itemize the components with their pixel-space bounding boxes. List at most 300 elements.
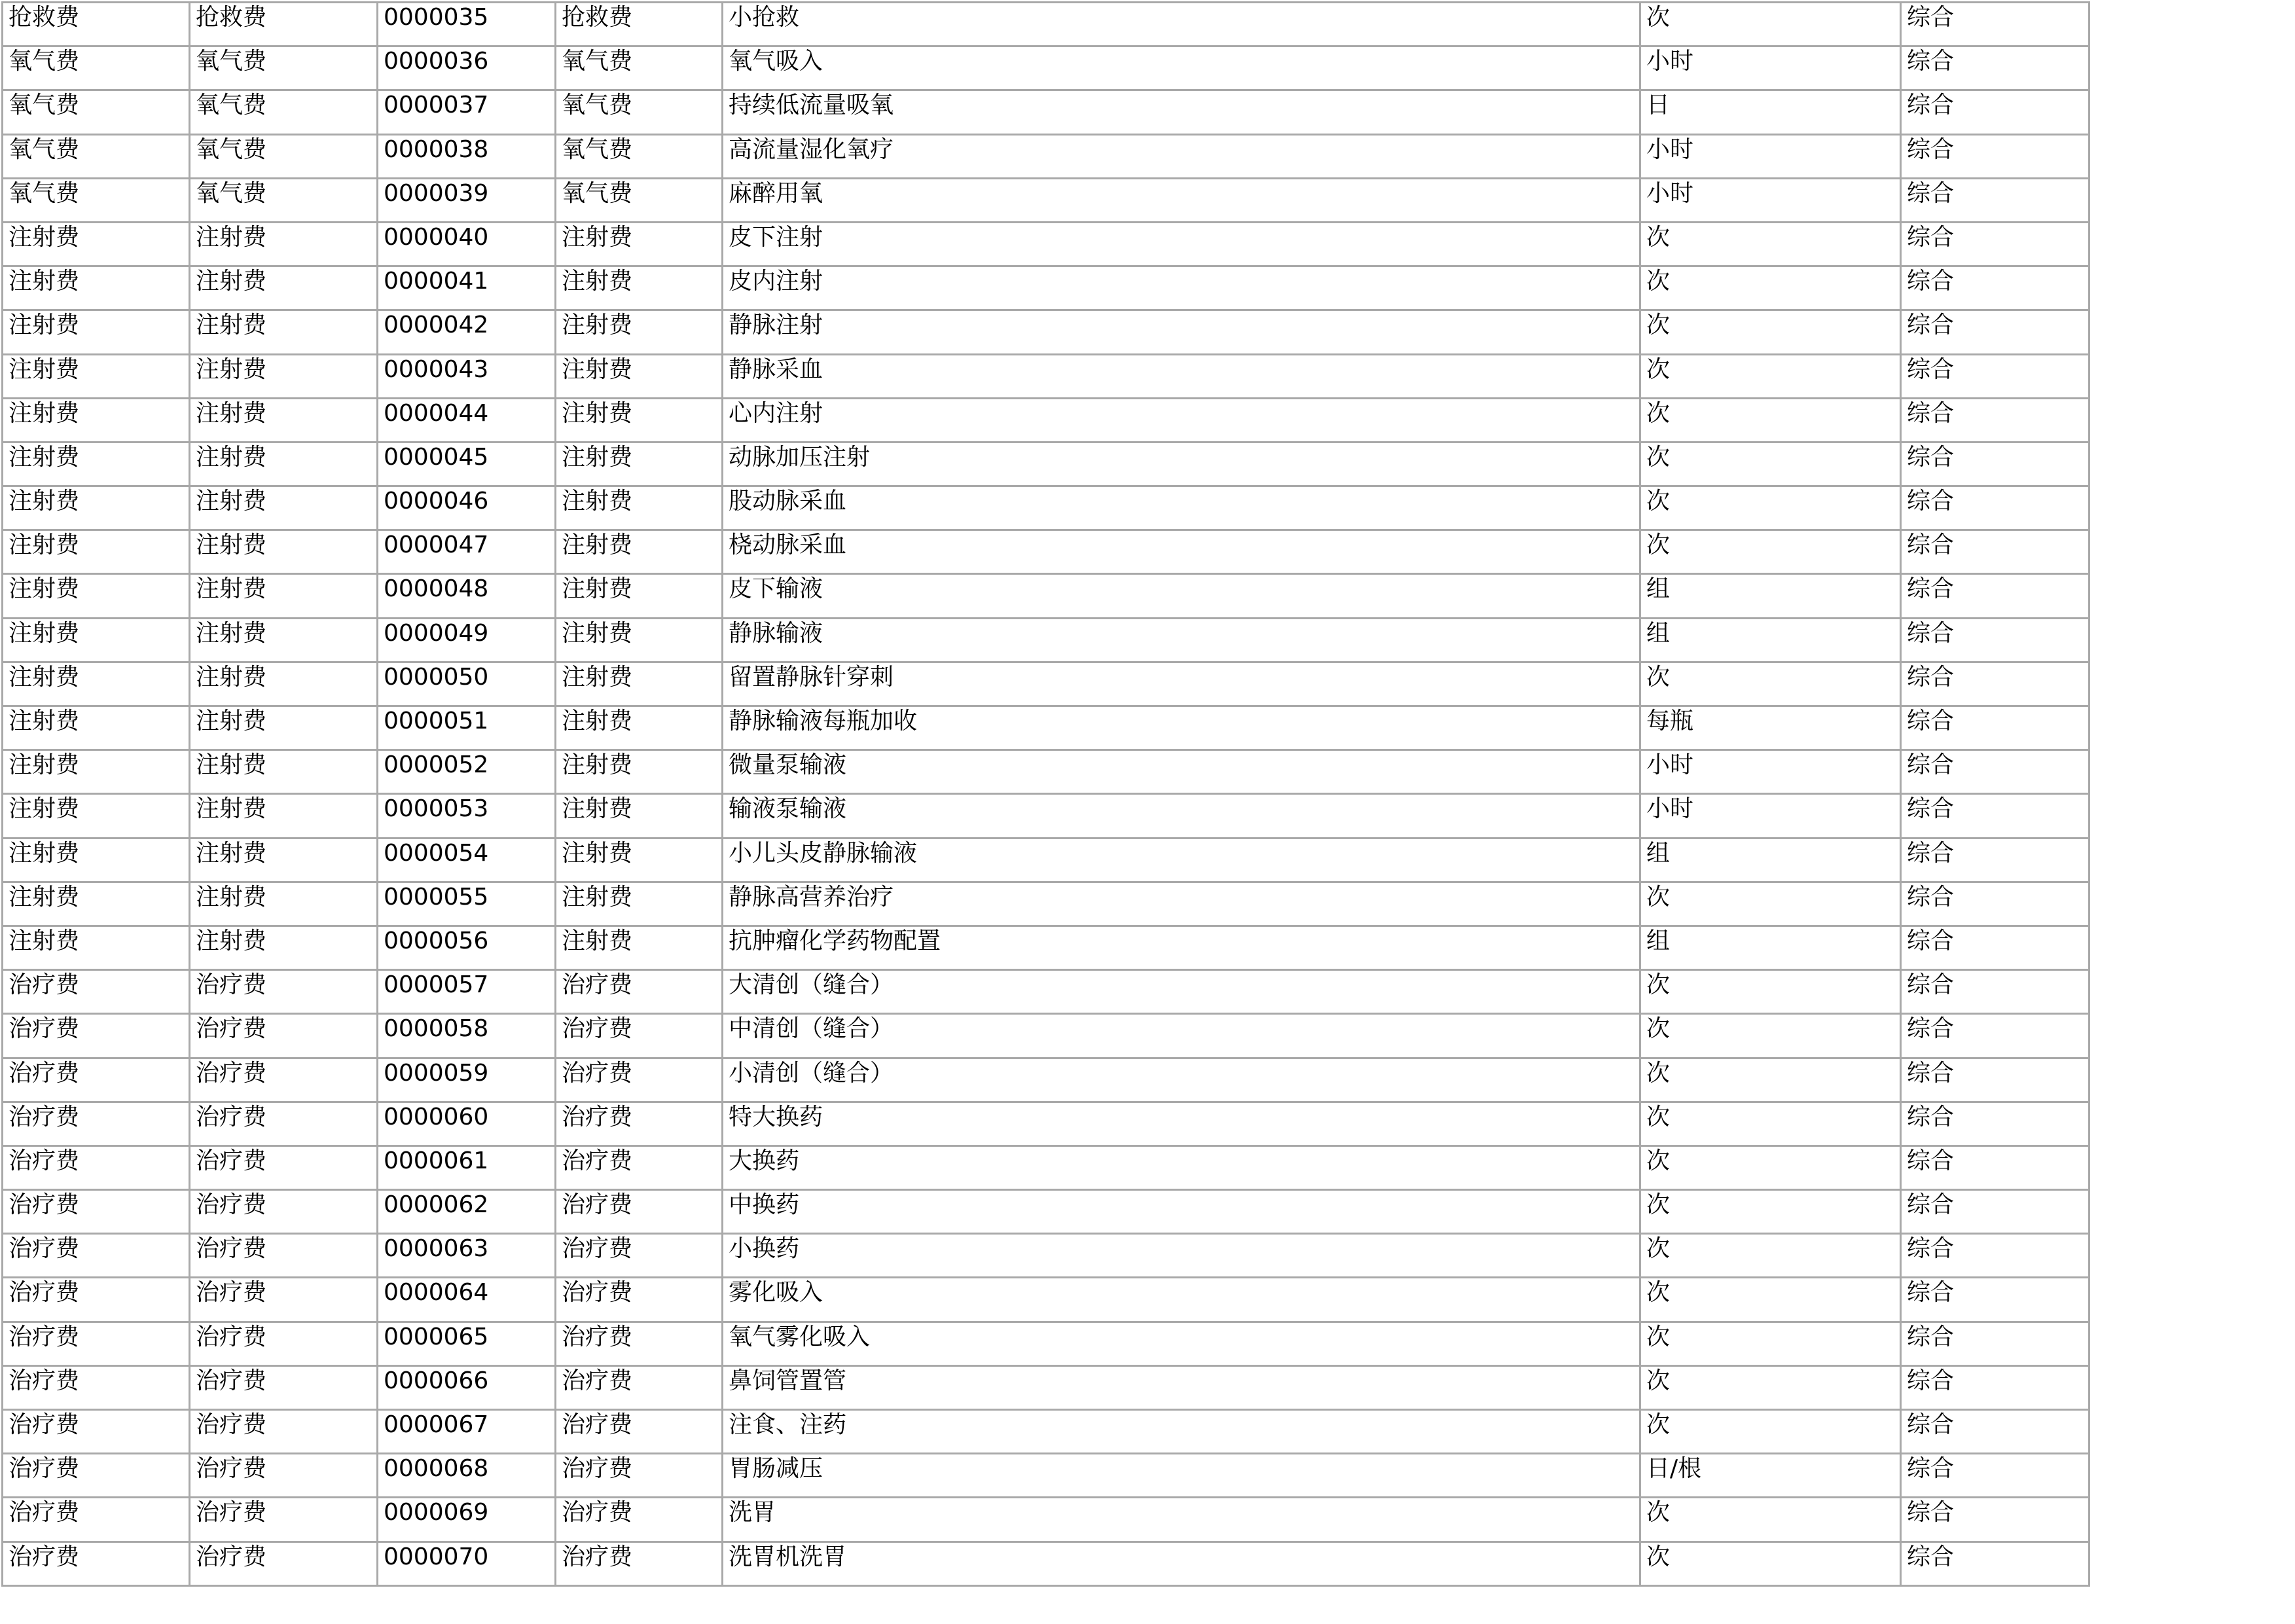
table-row <box>3 398 2089 442</box>
cell-code <box>378 574 556 618</box>
cell-text: 0000039 <box>384 179 489 207</box>
cell-code <box>378 486 556 530</box>
cell-category <box>1901 486 2089 530</box>
cell-text: 0000055 <box>384 883 489 911</box>
cell-fee-type <box>556 134 723 178</box>
cell-text: 注射费 <box>562 708 633 734</box>
cell-fee-category <box>3 222 190 266</box>
cell-text: 注射费 <box>9 268 80 295</box>
cell-fee-type <box>556 574 723 618</box>
cell-fee-category <box>3 926 190 969</box>
cell-code <box>378 222 556 266</box>
cell-text: 注射费 <box>196 399 267 427</box>
cell-text: 0000043 <box>384 355 489 383</box>
cell-text: 治疗费 <box>196 1103 267 1130</box>
table-row <box>3 574 2089 618</box>
cell-fee-category <box>3 750 190 794</box>
cell-text: 小时 <box>1646 48 1694 75</box>
cell-text: 0000041 <box>384 268 489 295</box>
table-row <box>3 3 2089 46</box>
cell-fee-type <box>556 882 723 926</box>
cell-text: 注射费 <box>196 223 267 251</box>
cell-fee-category <box>3 310 190 354</box>
cell-text: 小换药 <box>729 1235 800 1263</box>
fee-table-body <box>3 3 2089 1586</box>
table-row <box>3 1322 2089 1365</box>
cell-text: 综合 <box>1907 399 1955 427</box>
cell-unit <box>1640 882 1901 926</box>
cell-text: 雾化吸入 <box>729 1279 823 1307</box>
cell-fee-subcategory <box>190 1365 378 1409</box>
cell-text: 皮下注射 <box>729 223 823 251</box>
cell-fee-type <box>556 1410 723 1454</box>
cell-item-name <box>723 1014 1640 1058</box>
cell-text: 综合 <box>1907 1279 1955 1307</box>
cell-text: 注射费 <box>562 751 633 779</box>
cell-text: 桡动脉采血 <box>729 532 847 559</box>
cell-text: 小时 <box>1646 751 1694 779</box>
cell-code <box>378 1014 556 1058</box>
cell-item-name <box>723 574 1640 618</box>
cell-text: 注射费 <box>196 575 267 603</box>
cell-text: 注射费 <box>196 883 267 911</box>
cell-fee-category <box>3 1365 190 1409</box>
cell-fee-category <box>3 618 190 662</box>
cell-text: 注射费 <box>196 839 267 867</box>
cell-text: 治疗费 <box>562 1543 633 1570</box>
cell-text: 治疗费 <box>9 1455 80 1483</box>
cell-fee-type <box>556 1234 723 1278</box>
table-row <box>3 46 2089 90</box>
cell-unit <box>1640 618 1901 662</box>
cell-text: 综合 <box>1907 1455 1955 1483</box>
cell-fee-category <box>3 1234 190 1278</box>
cell-text: 综合 <box>1907 1103 1955 1130</box>
cell-code <box>378 706 556 750</box>
cell-text: 次 <box>1646 663 1671 691</box>
cell-unit <box>1640 706 1901 750</box>
cell-text: 综合 <box>1907 795 1955 823</box>
cell-unit <box>1640 1102 1901 1146</box>
cell-text: 麻醉用氧 <box>729 179 823 207</box>
cell-fee-subcategory <box>190 1058 378 1102</box>
cell-text: 治疗费 <box>9 1543 80 1570</box>
cell-code <box>378 1498 556 1542</box>
cell-unit <box>1640 970 1901 1014</box>
cell-text: 综合 <box>1907 1015 1955 1043</box>
cell-text: 小时 <box>1646 135 1694 163</box>
cell-text: 静脉注射 <box>729 312 823 339</box>
cell-text: 组 <box>1646 575 1671 603</box>
cell-item-name <box>723 1322 1640 1365</box>
cell-fee-type <box>556 1322 723 1365</box>
table-row <box>3 1014 2089 1058</box>
cell-fee-type <box>556 1278 723 1322</box>
cell-text: 抗肿瘤化学药物配置 <box>729 927 941 954</box>
cell-category <box>1901 618 2089 662</box>
cell-text: 治疗费 <box>9 1015 80 1043</box>
cell-text: 综合 <box>1907 135 1955 163</box>
cell-category <box>1901 1014 2089 1058</box>
cell-text: 治疗费 <box>196 1059 267 1087</box>
cell-fee-category <box>3 838 190 882</box>
cell-category <box>1901 882 2089 926</box>
cell-text: 0000056 <box>384 927 489 954</box>
cell-item-name <box>723 398 1640 442</box>
cell-text: 次 <box>1646 1543 1671 1570</box>
cell-text: 注射费 <box>196 268 267 295</box>
table-row <box>3 794 2089 838</box>
cell-text: 抢救费 <box>9 4 80 31</box>
cell-item-name <box>723 222 1640 266</box>
cell-fee-subcategory <box>190 970 378 1014</box>
cell-fee-category <box>3 134 190 178</box>
table-row <box>3 1102 2089 1146</box>
cell-text: 注射费 <box>562 399 633 427</box>
cell-text: 输液泵输液 <box>729 795 847 823</box>
cell-text: 治疗费 <box>562 1235 633 1263</box>
cell-text: 氧气费 <box>562 135 633 163</box>
cell-text: 注射费 <box>9 575 80 603</box>
cell-item-name <box>723 310 1640 354</box>
cell-fee-subcategory <box>190 838 378 882</box>
cell-unit <box>1640 134 1901 178</box>
cell-fee-type <box>556 750 723 794</box>
cell-text: 次 <box>1646 1235 1671 1263</box>
cell-text: 注射费 <box>9 399 80 427</box>
cell-fee-category <box>3 1146 190 1189</box>
cell-text: 注射费 <box>562 795 633 823</box>
cell-fee-type <box>556 398 723 442</box>
cell-code <box>378 750 556 794</box>
cell-text: 治疗费 <box>562 1499 633 1526</box>
cell-category <box>1901 794 2089 838</box>
cell-text: 综合 <box>1907 883 1955 911</box>
cell-fee-subcategory <box>190 398 378 442</box>
cell-text: 注射费 <box>9 532 80 559</box>
cell-text: 注射费 <box>9 839 80 867</box>
cell-text: 静脉采血 <box>729 355 823 383</box>
table-row <box>3 1234 2089 1278</box>
table-row <box>3 134 2089 178</box>
cell-text: 治疗费 <box>9 1323 80 1350</box>
cell-unit <box>1640 1058 1901 1102</box>
cell-item-name <box>723 926 1640 969</box>
cell-fee-type <box>556 1365 723 1409</box>
cell-text: 抢救费 <box>562 4 633 31</box>
cell-fee-category <box>3 1058 190 1102</box>
cell-unit <box>1640 794 1901 838</box>
cell-category <box>1901 1454 2089 1498</box>
table-row <box>3 882 2089 926</box>
cell-text: 次 <box>1646 399 1671 427</box>
cell-unit <box>1640 486 1901 530</box>
cell-fee-category <box>3 530 190 574</box>
cell-text: 0000044 <box>384 399 489 427</box>
cell-text: 小清创（缝合） <box>729 1059 894 1087</box>
cell-text: 治疗费 <box>562 1191 633 1219</box>
cell-category <box>1901 530 2089 574</box>
table-row <box>3 1058 2089 1102</box>
cell-fee-category <box>3 882 190 926</box>
cell-text: 小抢救 <box>729 4 800 31</box>
cell-text: 抢救费 <box>196 4 267 31</box>
cell-unit <box>1640 178 1901 222</box>
cell-unit <box>1640 838 1901 882</box>
cell-text: 综合 <box>1907 4 1955 31</box>
cell-code <box>378 1278 556 1322</box>
cell-fee-type <box>556 1542 723 1585</box>
cell-fee-subcategory <box>190 530 378 574</box>
cell-text: 治疗费 <box>562 1323 633 1350</box>
cell-fee-category <box>3 266 190 310</box>
cell-category <box>1901 1234 2089 1278</box>
cell-text: 0000070 <box>384 1543 489 1570</box>
cell-fee-category <box>3 486 190 530</box>
cell-unit <box>1640 354 1901 398</box>
cell-fee-category <box>3 398 190 442</box>
table-row <box>3 1498 2089 1542</box>
cell-category <box>1901 222 2089 266</box>
cell-text: 注射费 <box>562 355 633 383</box>
table-row <box>3 310 2089 354</box>
cell-fee-type <box>556 354 723 398</box>
cell-text: 注射费 <box>562 839 633 867</box>
cell-text: 综合 <box>1907 355 1955 383</box>
cell-text: 次 <box>1646 1367 1671 1394</box>
cell-text: 0000065 <box>384 1323 489 1350</box>
cell-text: 0000066 <box>384 1367 489 1394</box>
table-row <box>3 838 2089 882</box>
cell-item-name <box>723 178 1640 222</box>
cell-unit <box>1640 442 1901 486</box>
cell-fee-category <box>3 1102 190 1146</box>
cell-text: 0000052 <box>384 751 489 779</box>
cell-text: 特大换药 <box>729 1103 823 1130</box>
cell-unit <box>1640 398 1901 442</box>
cell-text: 组 <box>1646 619 1671 647</box>
cell-fee-subcategory <box>190 1102 378 1146</box>
cell-category <box>1901 1542 2089 1585</box>
cell-text: 治疗费 <box>196 1499 267 1526</box>
cell-text: 0000053 <box>384 795 489 823</box>
cell-text: 次 <box>1646 1191 1671 1219</box>
cell-item-name <box>723 530 1640 574</box>
cell-item-name <box>723 1146 1640 1189</box>
cell-fee-category <box>3 1278 190 1322</box>
table-row <box>3 750 2089 794</box>
cell-fee-subcategory <box>190 3 378 46</box>
cell-category <box>1901 134 2089 178</box>
cell-text: 0000054 <box>384 839 489 867</box>
cell-text: 综合 <box>1907 1235 1955 1263</box>
table-row <box>3 1542 2089 1585</box>
cell-fee-type <box>556 838 723 882</box>
cell-text: 次 <box>1646 1147 1671 1174</box>
cell-item-name <box>723 838 1640 882</box>
cell-fee-type <box>556 3 723 46</box>
cell-fee-type <box>556 970 723 1014</box>
cell-text: 次 <box>1646 1015 1671 1043</box>
cell-text: 治疗费 <box>562 1411 633 1438</box>
cell-text: 次 <box>1646 1411 1671 1438</box>
table-row <box>3 178 2089 222</box>
cell-item-name <box>723 1498 1640 1542</box>
cell-text: 综合 <box>1907 927 1955 954</box>
cell-unit <box>1640 1014 1901 1058</box>
cell-unit <box>1640 750 1901 794</box>
cell-text: 综合 <box>1907 179 1955 207</box>
cell-text: 治疗费 <box>196 1455 267 1483</box>
cell-code <box>378 442 556 486</box>
cell-fee-type <box>556 1014 723 1058</box>
cell-text: 注射费 <box>196 312 267 339</box>
cell-fee-type <box>556 926 723 969</box>
cell-category <box>1901 310 2089 354</box>
cell-code <box>378 1365 556 1409</box>
cell-text: 注射费 <box>562 619 633 647</box>
cell-fee-category <box>3 1498 190 1542</box>
cell-text: 次 <box>1646 1059 1671 1087</box>
cell-text: 0000048 <box>384 575 489 603</box>
cell-text: 注射费 <box>562 575 633 603</box>
cell-text: 注射费 <box>9 708 80 734</box>
cell-text: 注射费 <box>9 663 80 691</box>
cell-item-name <box>723 882 1640 926</box>
cell-text: 0000058 <box>384 1015 489 1043</box>
cell-unit <box>1640 1146 1901 1189</box>
cell-text: 治疗费 <box>9 1235 80 1263</box>
table-row <box>3 1278 2089 1322</box>
cell-item-name <box>723 46 1640 90</box>
cell-fee-category <box>3 46 190 90</box>
cell-text: 注射费 <box>9 795 80 823</box>
cell-text: 氧气费 <box>196 135 267 163</box>
cell-fee-subcategory <box>190 1190 378 1234</box>
cell-text: 治疗费 <box>562 1103 633 1130</box>
cell-unit <box>1640 1234 1901 1278</box>
cell-text: 动脉加压注射 <box>729 443 871 471</box>
cell-fee-type <box>556 266 723 310</box>
cell-code <box>378 266 556 310</box>
cell-text: 综合 <box>1907 1147 1955 1174</box>
cell-text: 注射费 <box>196 532 267 559</box>
cell-text: 注射费 <box>196 443 267 471</box>
cell-fee-subcategory <box>190 310 378 354</box>
cell-code <box>378 530 556 574</box>
cell-category <box>1901 442 2089 486</box>
cell-text: 氧气费 <box>9 135 80 163</box>
cell-text: 注射费 <box>562 663 633 691</box>
cell-code <box>378 970 556 1014</box>
cell-unit <box>1640 266 1901 310</box>
cell-fee-type <box>556 1146 723 1189</box>
cell-text: 注射费 <box>562 312 633 339</box>
cell-category <box>1901 838 2089 882</box>
cell-text: 0000064 <box>384 1279 489 1307</box>
cell-unit <box>1640 1190 1901 1234</box>
cell-text: 次 <box>1646 4 1671 31</box>
cell-item-name <box>723 1058 1640 1102</box>
cell-unit <box>1640 662 1901 706</box>
cell-code <box>378 3 556 46</box>
cell-text: 综合 <box>1907 1411 1955 1438</box>
cell-code <box>378 90 556 134</box>
cell-unit <box>1640 574 1901 618</box>
cell-text: 综合 <box>1907 1367 1955 1394</box>
cell-fee-category <box>3 442 190 486</box>
cell-item-name <box>723 90 1640 134</box>
cell-item-name <box>723 1410 1640 1454</box>
cell-fee-subcategory <box>190 1146 378 1189</box>
cell-item-name <box>723 618 1640 662</box>
cell-fee-category <box>3 3 190 46</box>
cell-text: 次 <box>1646 355 1671 383</box>
cell-fee-type <box>556 90 723 134</box>
cell-item-name <box>723 1365 1640 1409</box>
cell-text: 治疗费 <box>562 1147 633 1174</box>
cell-text: 0000063 <box>384 1235 489 1263</box>
cell-fee-subcategory <box>190 486 378 530</box>
cell-text: 治疗费 <box>9 1499 80 1526</box>
cell-text: 注射费 <box>9 751 80 779</box>
cell-fee-type <box>556 1058 723 1102</box>
cell-text: 注射费 <box>562 532 633 559</box>
cell-fee-type <box>556 442 723 486</box>
cell-item-name <box>723 442 1640 486</box>
cell-text: 次 <box>1646 971 1671 999</box>
cell-code <box>378 46 556 90</box>
cell-text: 0000046 <box>384 488 489 515</box>
cell-text: 洗胃 <box>729 1499 776 1526</box>
cell-unit <box>1640 1278 1901 1322</box>
cell-text: 日/根 <box>1646 1455 1702 1483</box>
cell-text: 注射费 <box>9 619 80 647</box>
cell-fee-subcategory <box>190 1542 378 1585</box>
cell-code <box>378 354 556 398</box>
cell-fee-type <box>556 178 723 222</box>
cell-category <box>1901 706 2089 750</box>
cell-text: 次 <box>1646 443 1671 471</box>
cell-text: 留置静脉针穿刺 <box>729 663 894 691</box>
cell-fee-subcategory <box>190 354 378 398</box>
cell-text: 注射费 <box>562 488 633 515</box>
cell-text: 小时 <box>1646 179 1694 207</box>
cell-text: 注射费 <box>196 751 267 779</box>
cell-text: 0000042 <box>384 312 489 339</box>
cell-text: 治疗费 <box>9 1279 80 1307</box>
cell-text: 次 <box>1646 1499 1671 1526</box>
table-row <box>3 662 2089 706</box>
cell-text: 综合 <box>1907 488 1955 515</box>
cell-text: 0000057 <box>384 971 489 999</box>
cell-code <box>378 1410 556 1454</box>
cell-text: 氧气费 <box>562 92 633 119</box>
cell-text: 0000067 <box>384 1411 489 1438</box>
cell-text: 治疗费 <box>9 1411 80 1438</box>
cell-text: 综合 <box>1907 751 1955 779</box>
cell-text: 综合 <box>1907 1059 1955 1087</box>
cell-text: 综合 <box>1907 971 1955 999</box>
cell-fee-subcategory <box>190 134 378 178</box>
cell-item-name <box>723 486 1640 530</box>
cell-category <box>1901 90 2089 134</box>
cell-text: 综合 <box>1907 1499 1955 1526</box>
cell-text: 鼻饲管置管 <box>729 1367 847 1394</box>
table-row <box>3 618 2089 662</box>
cell-text: 注射费 <box>9 443 80 471</box>
cell-text: 静脉输液 <box>729 619 823 647</box>
